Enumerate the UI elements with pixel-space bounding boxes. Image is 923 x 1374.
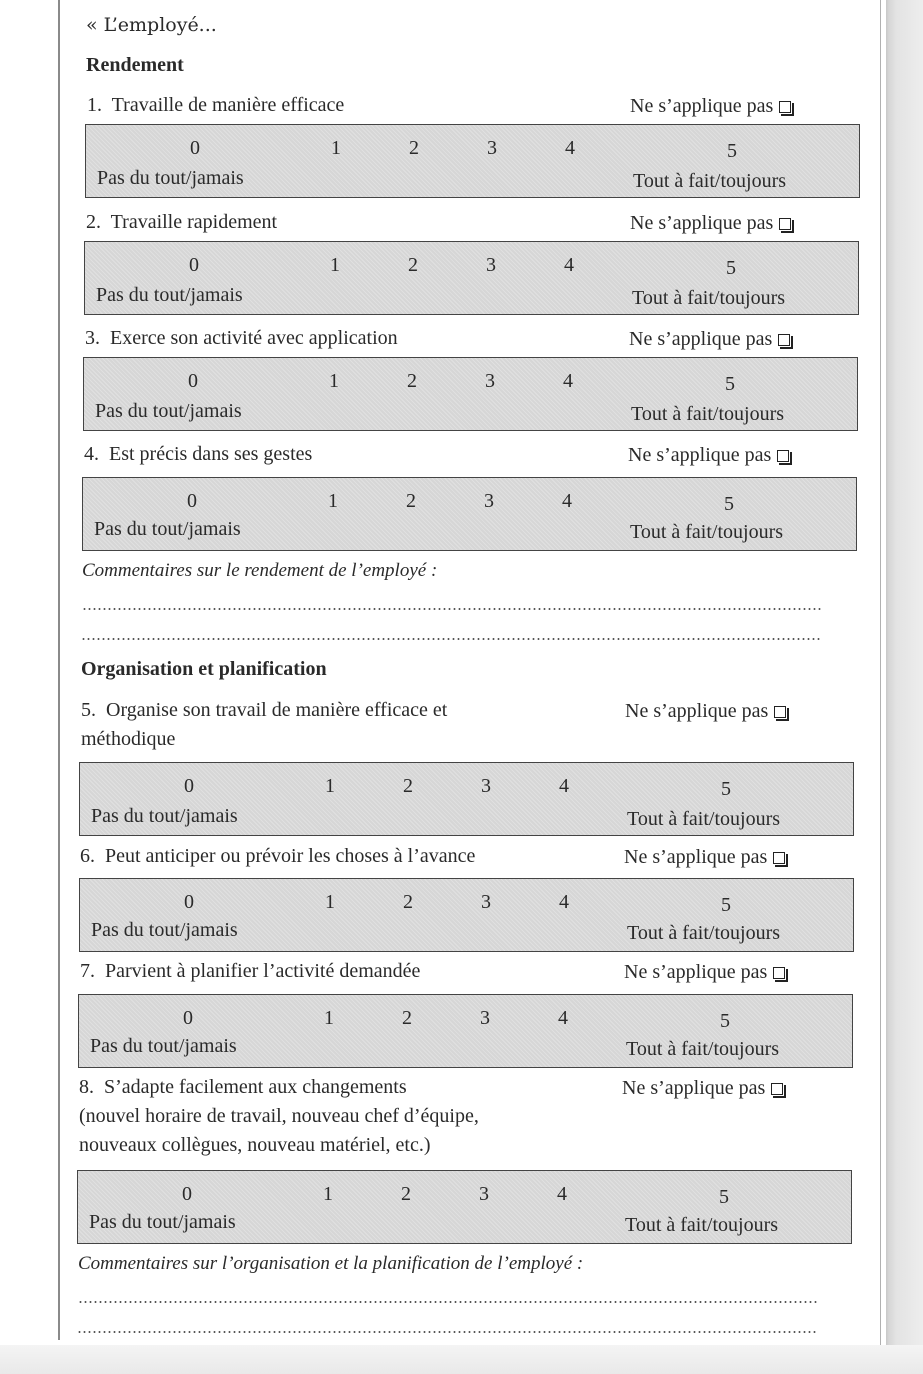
scale-min-label: Pas du tout/jamais: [95, 400, 242, 422]
not-applicable-option-8[interactable]: [622, 1077, 783, 1100]
rating-scale-6[interactable]: [79, 878, 854, 952]
checkbox-icon[interactable]: [778, 334, 790, 346]
rating-0[interactable]: 0: [187, 490, 197, 512]
not-applicable-label: Ne s’applique pas: [624, 846, 768, 868]
rating-0[interactable]: 0: [189, 254, 199, 276]
scale-max-label: Tout à fait/toujours: [627, 808, 781, 830]
checkbox-icon[interactable]: [774, 706, 786, 718]
rating-scale-1[interactable]: [85, 124, 860, 198]
rating-1[interactable]: 1: [323, 1183, 333, 1205]
scale-max-label: Tout à fait/toujours: [625, 1214, 779, 1236]
rating-0[interactable]: 0: [184, 775, 194, 797]
question-text: Est précis dans ses gestes: [109, 443, 313, 465]
checkbox-icon[interactable]: [779, 101, 791, 113]
scale-min-label: Pas du tout/jamais: [96, 284, 243, 306]
question-text: Parvient à planifier l’activité demandée: [105, 960, 421, 982]
rating-scale-5[interactable]: [79, 762, 854, 836]
question-4: [84, 440, 312, 469]
question-1: [87, 91, 344, 120]
rating-0[interactable]: 0: [190, 137, 200, 159]
rating-3[interactable]: 3: [481, 891, 491, 913]
rating-3[interactable]: 3: [479, 1183, 489, 1205]
comment-line-1[interactable]: [82, 608, 822, 610]
rating-3[interactable]: 3: [486, 254, 496, 276]
not-applicable-option-1[interactable]: [630, 95, 791, 118]
rating-1[interactable]: 1: [324, 1007, 334, 1029]
not-applicable-label: Ne s’applique pas: [628, 444, 772, 466]
not-applicable-label: Ne s’applique pas: [629, 328, 773, 350]
scale-min-label: Pas du tout/jamais: [91, 919, 238, 941]
rating-5[interactable]: 5: [720, 1010, 730, 1032]
not-applicable-option-6[interactable]: [624, 846, 785, 869]
rating-0[interactable]: 0: [184, 891, 194, 913]
rating-5[interactable]: 5: [724, 493, 734, 515]
rating-4[interactable]: 4: [559, 775, 569, 797]
rating-1[interactable]: 1: [328, 490, 338, 512]
question-number: 1.: [87, 94, 102, 116]
rating-4[interactable]: 4: [565, 137, 575, 159]
scale-max-label: Tout à fait/toujours: [631, 403, 785, 425]
checkbox-icon[interactable]: [773, 967, 785, 979]
rating-5[interactable]: 5: [726, 257, 736, 279]
rating-1[interactable]: 1: [325, 891, 335, 913]
question-3: [85, 324, 398, 353]
rating-scale-7[interactable]: [78, 994, 853, 1068]
scale-min-label: Pas du tout/jamais: [89, 1211, 236, 1233]
rating-2[interactable]: 2: [403, 891, 413, 913]
rating-2[interactable]: 2: [409, 137, 419, 159]
question-number: 3.: [85, 327, 100, 349]
not-applicable-label: Ne s’applique pas: [625, 700, 769, 722]
rating-4[interactable]: 4: [557, 1183, 567, 1205]
rating-scale-4[interactable]: [82, 477, 857, 551]
question-7: [80, 957, 420, 986]
page-edge-rule: [880, 0, 881, 1345]
rating-2[interactable]: 2: [406, 490, 416, 512]
question-6: [80, 842, 475, 871]
rating-1[interactable]: 1: [325, 775, 335, 797]
rating-0[interactable]: 0: [183, 1007, 193, 1029]
question-number: 2.: [86, 211, 101, 233]
question-text: S’adapte facilement aux changements: [104, 1076, 407, 1098]
comment-line-2[interactable]: [81, 638, 821, 640]
question-number: 7.: [80, 960, 95, 982]
question-text-continued: méthodique: [81, 728, 176, 750]
rating-5[interactable]: 5: [721, 894, 731, 916]
not-applicable-label: Ne s’applique pas: [624, 961, 768, 983]
question-number: 8.: [79, 1076, 94, 1098]
question-text: Travaille de manière efficace: [111, 94, 345, 116]
comments-label-rendement: Commentaires sur le rendement de l’employé :: [82, 560, 438, 581]
rating-4[interactable]: 4: [562, 490, 572, 512]
question-2: [86, 208, 277, 237]
rating-4[interactable]: 4: [563, 370, 573, 392]
not-applicable-label: Ne s’applique pas: [622, 1077, 766, 1099]
rating-4[interactable]: 4: [564, 254, 574, 276]
intro-text: « L’employé...: [86, 14, 217, 36]
question-8: [79, 1073, 479, 1160]
rating-5[interactable]: 5: [727, 140, 737, 162]
checkbox-icon[interactable]: [773, 852, 785, 864]
question-number: 6.: [80, 845, 95, 867]
question-text: Organise son travail de manière efficace et: [106, 699, 448, 721]
rating-4[interactable]: 4: [559, 891, 569, 913]
checkbox-icon[interactable]: [771, 1083, 783, 1095]
section-title-organisation: Organisation et planification: [81, 658, 327, 680]
page-margin-rule: [58, 0, 60, 1340]
rating-1[interactable]: 1: [331, 137, 341, 159]
not-applicable-option-7[interactable]: [624, 961, 785, 984]
rating-5[interactable]: 5: [725, 373, 735, 395]
scale-max-label: Tout à fait/toujours: [630, 521, 784, 543]
question-number: 4.: [84, 443, 99, 465]
comments-label-organisation: Commentaires sur l’organisation et la planification de l’employé :: [78, 1253, 584, 1274]
rating-5[interactable]: 5: [721, 778, 731, 800]
scale-min-label: Pas du tout/jamais: [97, 167, 244, 189]
question-number: 5.: [81, 699, 96, 721]
rating-0[interactable]: 0: [188, 370, 198, 392]
checkbox-icon[interactable]: [779, 218, 791, 230]
question-text: Exerce son activité avec application: [110, 327, 398, 349]
not-applicable-label: Ne s’applique pas: [630, 212, 774, 234]
rating-scale-2[interactable]: [84, 241, 859, 315]
scale-max-label: Tout à fait/toujours: [632, 287, 786, 309]
question-text: Travaille rapidement: [110, 211, 278, 233]
rating-3[interactable]: 3: [484, 490, 494, 512]
rating-0[interactable]: 0: [182, 1183, 192, 1205]
rating-5[interactable]: 5: [719, 1186, 729, 1208]
rating-1[interactable]: 1: [330, 254, 340, 276]
rating-2[interactable]: 2: [407, 370, 417, 392]
question-text: Peut anticiper ou prévoir les choses à l’avance: [105, 845, 476, 867]
comment-line-4[interactable]: [77, 1331, 817, 1333]
rating-2[interactable]: 2: [401, 1183, 411, 1205]
rating-scale-3[interactable]: [83, 357, 858, 431]
section-title-rendement: Rendement: [86, 54, 184, 76]
question-text-continued: nouveaux collègues, nouveau matériel, etc.): [79, 1134, 431, 1156]
page-gutter-shadow: [886, 0, 923, 1374]
rating-3[interactable]: 3: [480, 1007, 490, 1029]
rating-3[interactable]: 3: [485, 370, 495, 392]
not-applicable-option-5[interactable]: [625, 700, 786, 723]
scale-max-label: Tout à fait/toujours: [627, 922, 781, 944]
rating-2[interactable]: 2: [403, 775, 413, 797]
scale-min-label: Pas du tout/jamais: [94, 518, 241, 540]
page-bottom-shadow: [0, 1345, 923, 1374]
scale-max-label: Tout à fait/toujours: [633, 170, 787, 192]
rating-3[interactable]: 3: [481, 775, 491, 797]
checkbox-icon[interactable]: [777, 450, 789, 462]
not-applicable-label: Ne s’applique pas: [630, 95, 774, 117]
scale-max-label: Tout à fait/toujours: [626, 1038, 780, 1060]
scale-min-label: Pas du tout/jamais: [91, 805, 238, 827]
not-applicable-option-3[interactable]: [629, 328, 790, 351]
question-text-continued: (nouvel horaire de travail, nouveau chef d’équipe,: [79, 1105, 479, 1127]
rating-4[interactable]: 4: [558, 1007, 568, 1029]
rating-scale-8[interactable]: [77, 1170, 852, 1244]
not-applicable-option-4[interactable]: [628, 444, 789, 467]
rating-2[interactable]: 2: [408, 254, 418, 276]
rating-2[interactable]: 2: [402, 1007, 412, 1029]
not-applicable-option-2[interactable]: [630, 212, 791, 235]
question-5: [81, 696, 447, 754]
rating-1[interactable]: 1: [329, 370, 339, 392]
scale-min-label: Pas du tout/jamais: [90, 1035, 237, 1057]
rating-3[interactable]: 3: [487, 137, 497, 159]
comment-line-3[interactable]: [78, 1301, 818, 1303]
